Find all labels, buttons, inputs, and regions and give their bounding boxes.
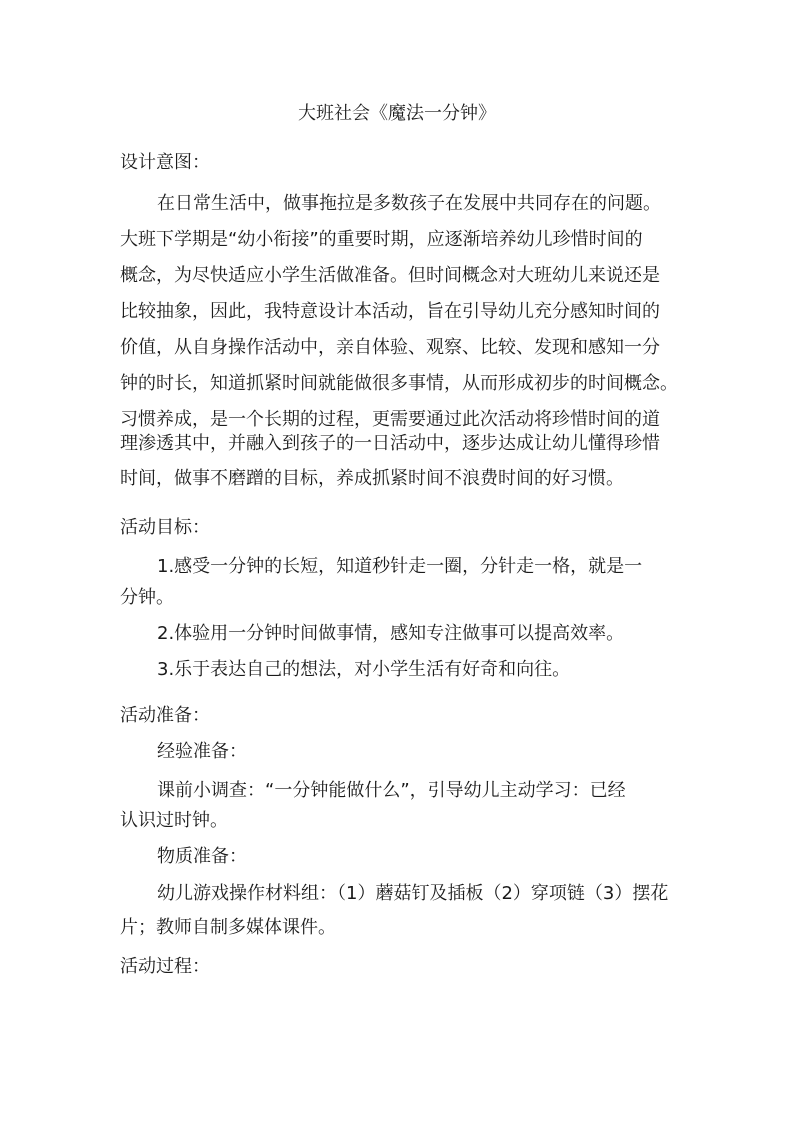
material-heading: 物质准备：: [157, 846, 247, 867]
design-intent-line: 习惯养成，是一个长期的过程，更需要通过此次活动将珍惜时间的道: [120, 409, 660, 430]
design-intent-line: 比较抽象，因此，我特意设计本活动，旨在引导幼儿充分感知时间的: [120, 301, 660, 322]
goals-heading: 活动目标：: [120, 517, 210, 538]
experience-heading: 经验准备：: [157, 741, 247, 762]
goal-item: 1.感受一分钟的长短，知道秒针走一圈，分针走一格，就是一: [157, 556, 643, 577]
goal-item: 2.体验用一分钟时间做事情，感知专注做事可以提高效率。: [157, 623, 625, 644]
design-intent-line: 理渗透其中，并融入到孩子的一日活动中，逐步达成让幼儿懂得珍惜: [120, 433, 660, 454]
preparation-heading: 活动准备：: [120, 705, 210, 726]
material-line: 片；教师自制多媒体课件。: [120, 917, 336, 938]
experience-line: 课前小调查：“一分钟能做什么”，引导幼儿主动学习：已经: [157, 780, 626, 801]
goal-item: 3.乐于表达自己的想法，对小学生活有好奇和向往。: [157, 659, 571, 680]
design-intent-line: 在日常生活中，做事拖拉是多数孩子在发展中共同存在的问题。: [157, 193, 661, 214]
goal-item: 分钟。: [120, 587, 174, 608]
design-intent-line: 钟的时长，知道抓紧时间就能做很多事情，从而形成初步的时间概念。: [120, 373, 678, 394]
document-title: 大班社会《魔法一分钟》: [298, 103, 496, 124]
material-line: 幼儿游戏操作材料组：（1）蘑菇钉及插板（2）穿项链（3）摆花: [157, 883, 669, 904]
design-intent-line: 大班下学期是“幼小衔接”的重要时期，应逐渐培养幼儿珍惜时间的: [120, 229, 643, 250]
design-intent-heading: 设计意图：: [120, 152, 210, 173]
design-intent-line: 时间，做事不磨蹭的目标，养成抓紧时间不浪费时间的好习惯。: [120, 468, 624, 489]
design-intent-line: 概念，为尽快适应小学生活做准备。但时间概念对大班幼儿来说还是: [120, 265, 660, 286]
experience-line: 认识过时钟。: [120, 810, 228, 831]
process-heading: 活动过程：: [120, 956, 210, 977]
design-intent-line: 价值，从自身操作活动中，亲自体验、观察、比较、发现和感知一分: [120, 337, 660, 358]
